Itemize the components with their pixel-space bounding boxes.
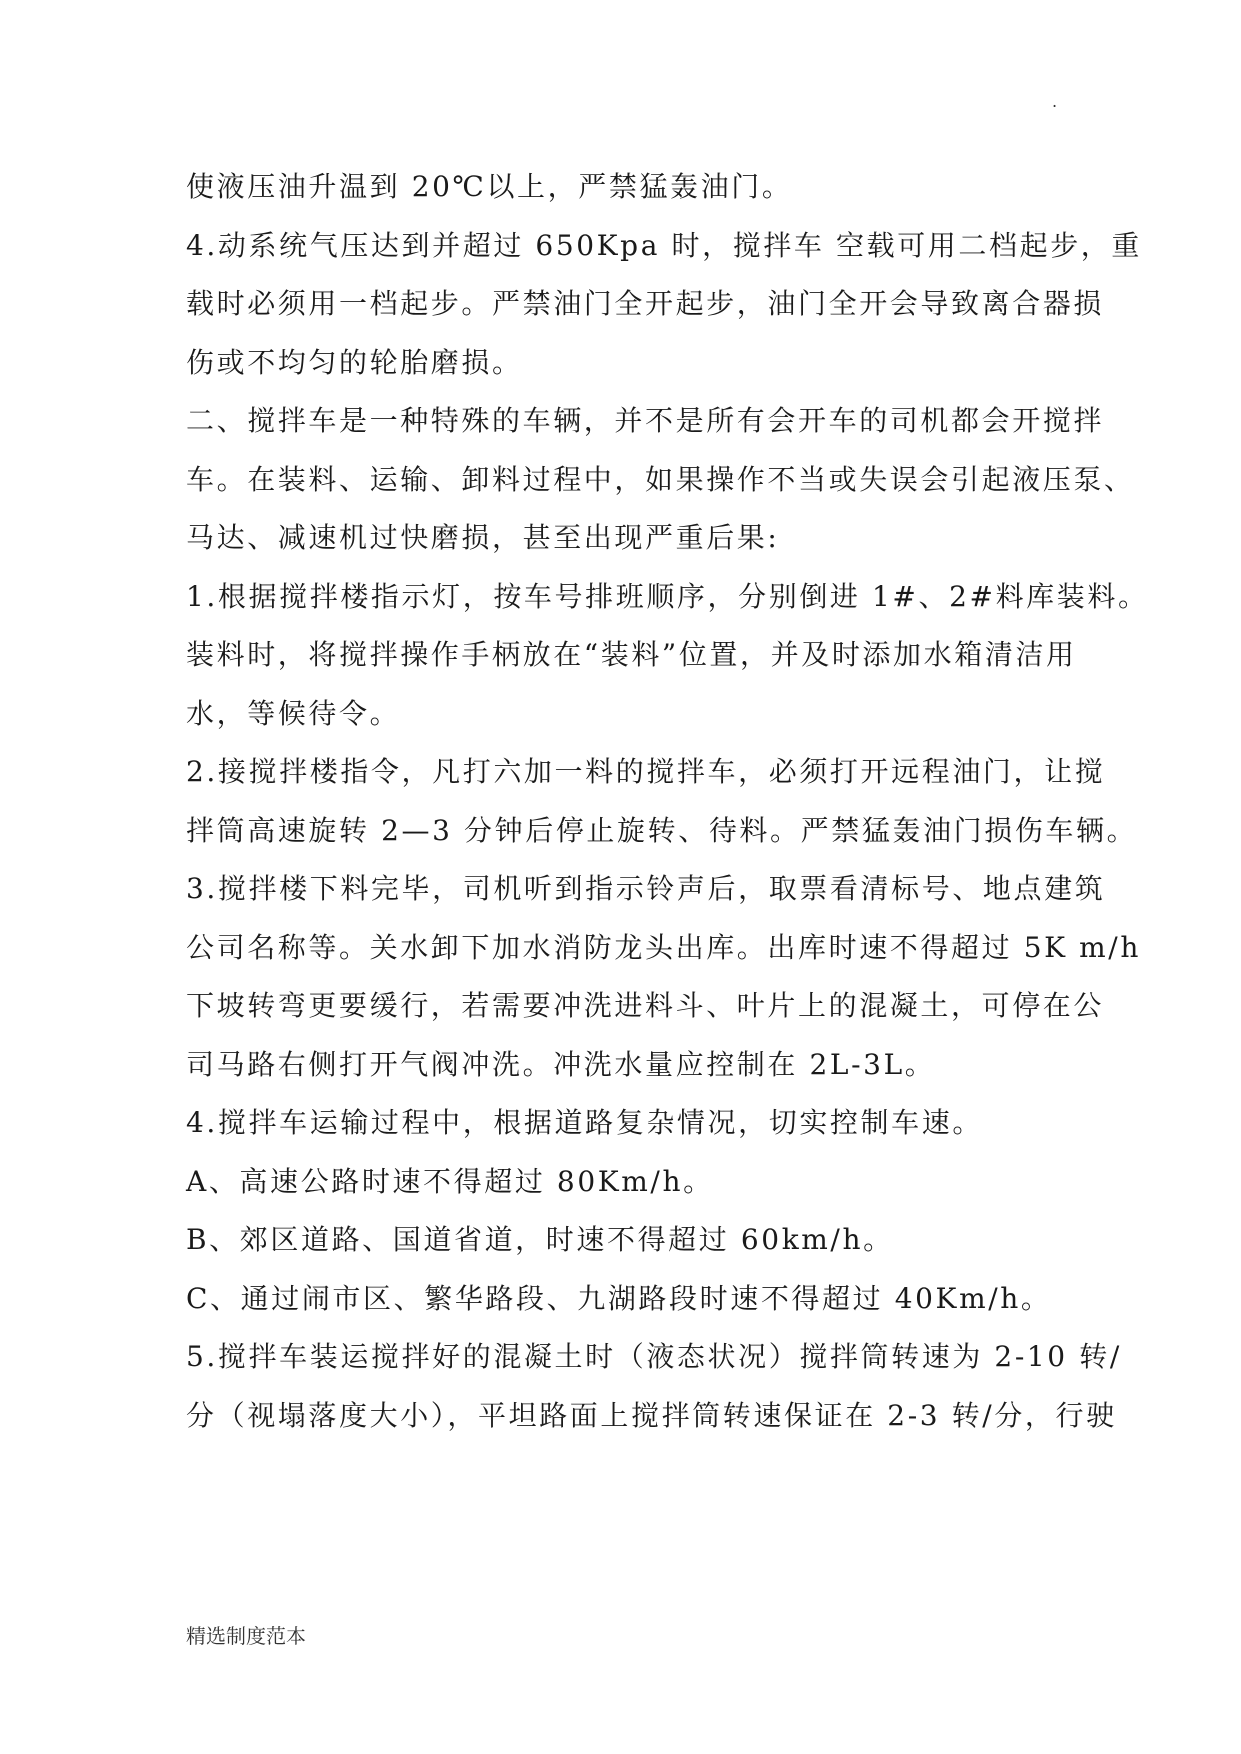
text-line: B、郊区道路、国道省道，时速不得超过 60km/h。: [186, 1223, 894, 1256]
text-line: 下坡转弯更要缓行，若需要冲洗进料斗、叶片上的混凝土，可停在公: [186, 989, 1105, 1022]
text-line: C、通过闹市区、繁华路段、九湖路段时速不得超过 40Km/h。: [186, 1281, 1052, 1315]
text-line: 4.动系统气压达到并超过 650Kpa 时，搅拌车 空载可用二档起步，重: [186, 228, 1142, 262]
text-line: 4.搅拌车运输过程中，根据道路复杂情况，切实控制车速。: [186, 1106, 983, 1139]
text-line: 伤或不均匀的轮胎磨损。: [186, 345, 523, 379]
text-line: 分（视塌落度大小），平坦路面上搅拌筒转速保证在 2-3 转/分，行驶: [186, 1398, 1117, 1432]
text-line: 3.搅拌楼下料完毕，司机听到指示铃声后，取票看清标号、地点建筑: [186, 872, 1106, 905]
document-body: [186, 158, 1149, 1445]
text-line: 使液压油升温到 20℃以上，严禁猛轰油门。: [186, 170, 793, 203]
text-line: 5.搅拌车装运搅拌好的混凝土时（液态状况）搅拌筒转速为 2-10 转/: [186, 1340, 1122, 1373]
page-footer: 精选制度范本: [186, 1624, 306, 1648]
text-line: 车。在装料、运输、卸料过程中，如果操作不当或失误会引起液压泵、: [186, 462, 1135, 496]
corner-dot: .: [1052, 92, 1058, 111]
text-line: 装料时，将搅拌操作手柄放在“装料”位置，并及时添加水箱清洁用: [186, 638, 1077, 671]
text-line: 1.根据搅拌楼指示灯，按车号排班顺序，分别倒进 1#、2#料库装料。: [186, 579, 1149, 613]
text-line: 载时必须用一档起步。严禁油门全开起步，油门全开会导致离合器损: [186, 287, 1105, 320]
text-line: 公司名称等。关水卸下加水消防龙头出库。出库时速不得超过 5K m/h: [186, 930, 1141, 964]
text-line: 水，等候待令。: [186, 696, 401, 730]
text-line: 2.接搅拌楼指令，凡打六加一料的搅拌车，必须打开远程油门，让搅: [186, 755, 1106, 788]
text-line: 司马路右侧打开气阀冲洗。冲洗水量应控制在 2L-3L。: [186, 1047, 936, 1081]
text-line: 拌筒高速旋转 2—3 分钟后停止旋转、待料。严禁猛轰油门损伤车辆。: [186, 813, 1138, 847]
text-line: A、高速公路时速不得超过 80Km/h。: [186, 1164, 714, 1198]
text-line: 马达、减速机过快磨损，甚至出现严重后果:: [186, 521, 780, 554]
text-line: 二、搅拌车是一种特殊的车辆，并不是所有会开车的司机都会开搅拌: [186, 404, 1105, 437]
